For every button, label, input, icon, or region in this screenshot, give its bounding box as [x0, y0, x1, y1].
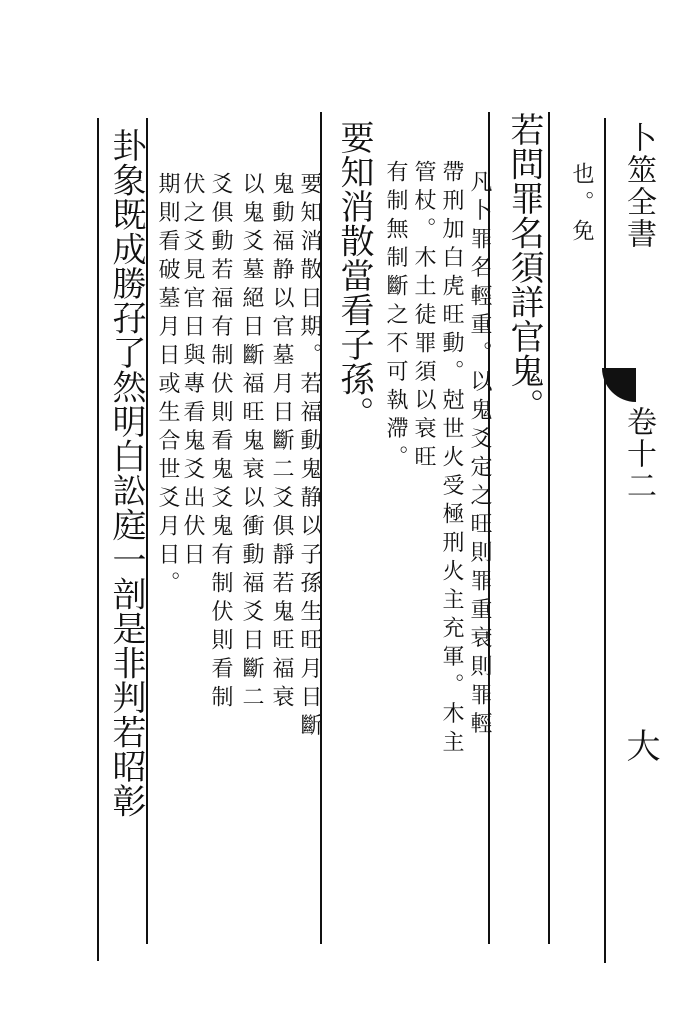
- margin-fragment: 大: [620, 728, 660, 762]
- column-rule: [97, 118, 99, 961]
- annotation-column: 凡卜罪名輕重。以鬼爻定之旺則罪重衰則罪輕: [467, 170, 492, 740]
- text-column: 卦象既成勝孖了然明白訟庭一剖是非判若昭彰: [106, 128, 146, 818]
- annotation-column: 伏之爻見官日與專看鬼爻出伏日: [180, 172, 205, 571]
- column-rule: [604, 118, 606, 963]
- margin-volume: 卷十二: [621, 406, 656, 502]
- annotation-column: 管杖。木土徒罪須以衰旺: [411, 160, 436, 474]
- margin-book-title: 卜筮全書: [621, 122, 656, 250]
- annotation-column: 期則看破墓月日或生合世爻月日。: [155, 172, 180, 600]
- annotation-column: 爻俱動若福有制伏則看鬼爻鬼有制伏則看制: [208, 172, 233, 714]
- annotation-column: 鬼動福静以官墓月日斷二爻俱靜若鬼旺福衰: [269, 172, 294, 714]
- annotation-column: 帶刑加白虎旺動。尅世火受極刑火主充軍。木主: [439, 160, 464, 759]
- annotation-column: 有制無制斷之不可執滯。: [383, 160, 408, 474]
- annotation-column: 要知消散日期。若福動鬼静以子孫生旺月日斷: [297, 172, 322, 742]
- fishtail-mark: [602, 368, 636, 402]
- text-column: 若問罪名須詳官鬼。: [504, 112, 544, 423]
- text-column: 要知消散當看子孫。: [334, 120, 374, 431]
- annotation-column: 以鬼爻墓絕日斷福旺鬼衰以衝動福爻日斷二: [239, 172, 264, 714]
- annotation-column: 也。免: [569, 162, 594, 248]
